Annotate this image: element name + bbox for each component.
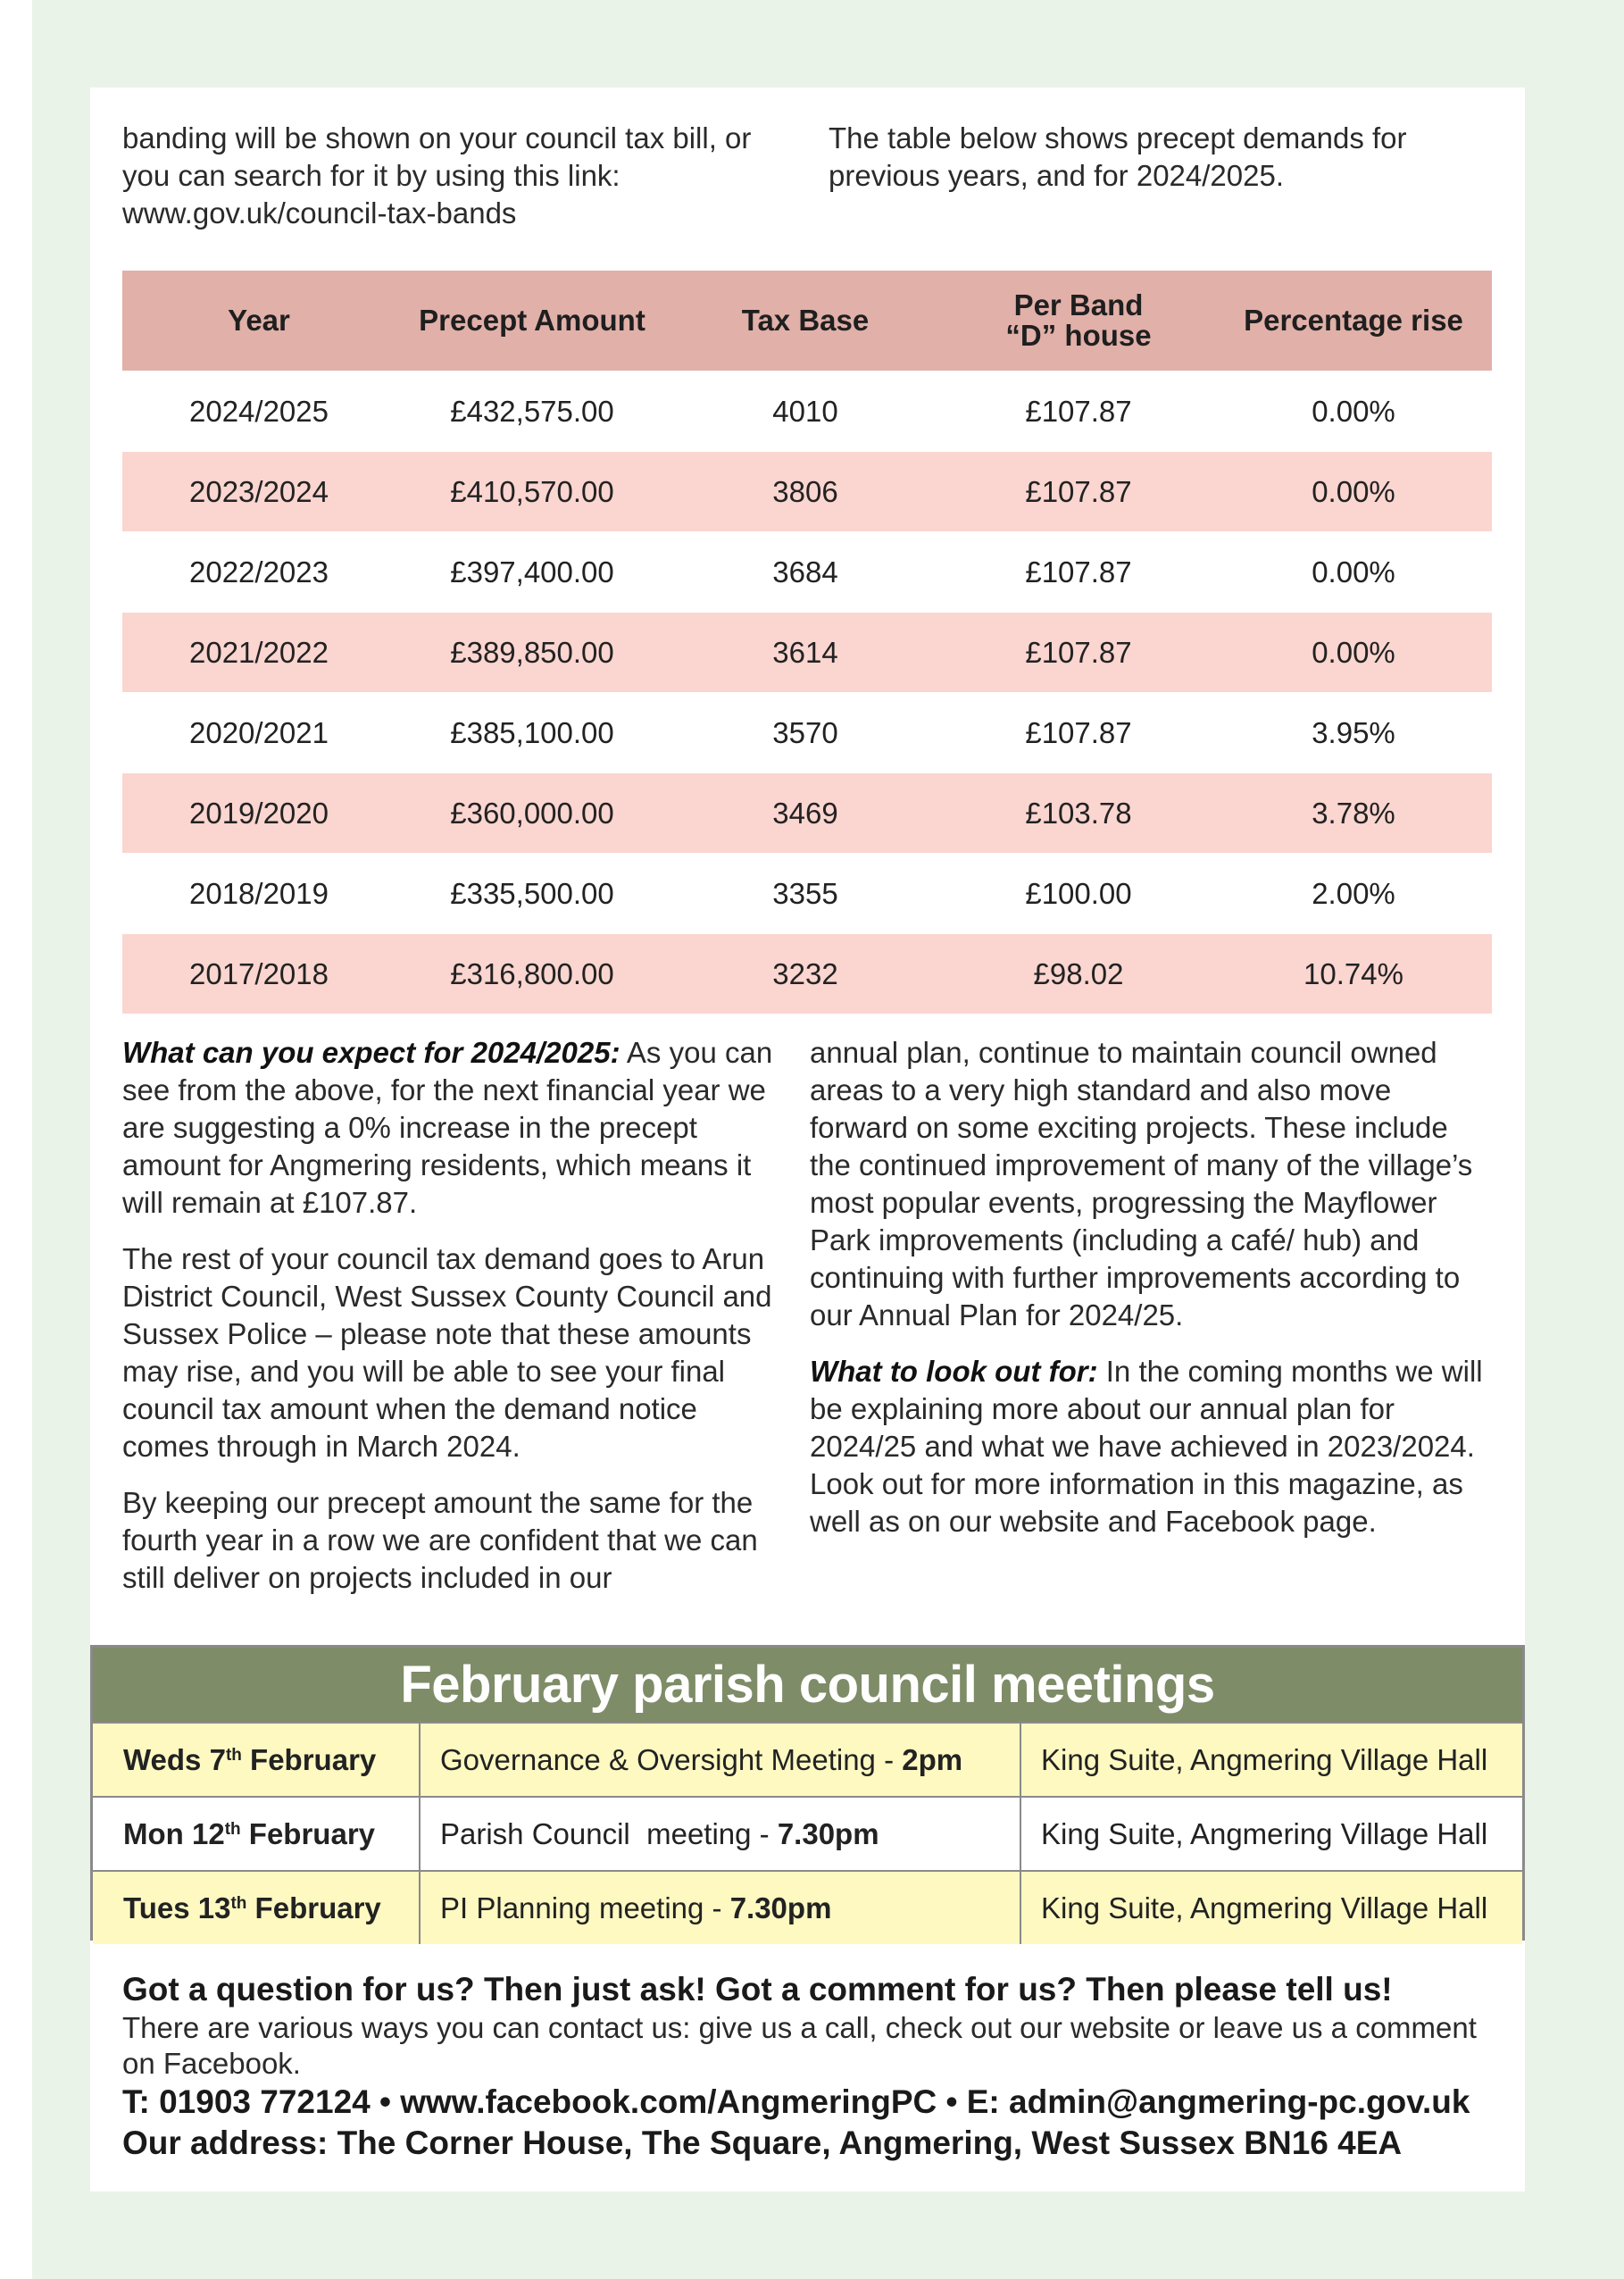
table-row: [122, 934, 1492, 1014]
meeting-time: 7.30pm: [777, 1816, 879, 1850]
cell-year: 2020/2021: [122, 693, 396, 773]
table-row: [122, 371, 1492, 452]
cell-year: 2017/2018: [122, 934, 396, 1014]
contact-section: [122, 1969, 1515, 2164]
cell-band: £98.02: [942, 934, 1215, 1014]
meeting-venue: King Suite, Angmering Village Hall: [1020, 1797, 1522, 1871]
cell-base: 4010: [669, 371, 942, 452]
cell-year: 2022/2023: [122, 532, 396, 613]
header-year: Year: [122, 271, 396, 371]
contact-body: There are various ways you can contact us: give us a call, check out our website or leave us a comment on Facebook.: [122, 2011, 1477, 2080]
cell-base: 3614: [669, 613, 942, 693]
meeting-day: Tues 13: [123, 1891, 231, 1924]
body-right-column: [810, 1034, 1488, 1559]
meeting-name: [420, 1723, 1020, 1797]
cell-rise: 3.78%: [1215, 773, 1492, 854]
lookout-paragraph: [810, 1353, 1488, 1540]
cell-band: £107.87: [942, 532, 1215, 613]
cell-rise: 2.00%: [1215, 854, 1492, 934]
cell-base: 3355: [669, 854, 942, 934]
meeting-name: [420, 1871, 1020, 1944]
annual-plan-paragraph: annual plan, continue to maintain council owned areas to a very high standard and also move forward on some exciting projects. These include the continued improvement of many of the village’s most popular events, progressing the Mayflower Park improvements (including a café/ hub) and continuing with further improvements according to our Annual Plan for 2024/25.: [810, 1036, 1473, 1332]
meeting-time: 2pm: [902, 1742, 963, 1776]
table-row: [122, 773, 1492, 854]
meeting-date: [93, 1723, 420, 1797]
cell-band: £107.87: [942, 693, 1215, 773]
meeting-date: [93, 1797, 420, 1871]
cell-band: £103.78: [942, 773, 1215, 854]
cell-rise: 0.00%: [1215, 452, 1492, 532]
cell-base: 3684: [669, 532, 942, 613]
header-tax-base: Tax Base: [669, 271, 942, 371]
meeting-day: Weds 7: [123, 1742, 226, 1776]
meeting-title: Governance & Oversight Meeting -: [440, 1742, 903, 1776]
meeting-month: February: [246, 1891, 381, 1924]
keeping-paragraph: By keeping our precept amount the same for the fourth year in a row we are confident that we can still deliver on projects included in our: [122, 1486, 758, 1594]
cell-rise: 10.74%: [1215, 934, 1492, 1014]
meeting-row: [93, 1797, 1522, 1871]
cell-base: 3570: [669, 693, 942, 773]
intro-right-text: The table below shows precept demands for previous years, and for 2024/2025.: [829, 121, 1407, 192]
cell-year: 2019/2020: [122, 773, 396, 854]
cell-rise: 0.00%: [1215, 371, 1492, 452]
cell-rise: 0.00%: [1215, 613, 1492, 693]
meeting-name: [420, 1797, 1020, 1871]
cell-band: £107.87: [942, 371, 1215, 452]
expect-lead: What can you expect for 2024/2025:: [122, 1036, 620, 1069]
meetings-table: [93, 1722, 1522, 1944]
cell-base: 3232: [669, 934, 942, 1014]
meetings-title: February parish council meetings: [93, 1648, 1522, 1722]
table-row: [122, 613, 1492, 693]
meeting-month: February: [241, 1742, 377, 1776]
cell-band: £107.87: [942, 613, 1215, 693]
meeting-date: [93, 1871, 420, 1944]
meeting-time: 7.30pm: [729, 1891, 832, 1924]
meeting-day-suffix: th: [230, 1893, 247, 1913]
table-row: [122, 452, 1492, 532]
cell-amount: £410,570.00: [396, 452, 669, 532]
meeting-row: [93, 1871, 1522, 1944]
cell-year: 2018/2019: [122, 854, 396, 934]
lookout-lead: What to look out for:: [810, 1355, 1098, 1388]
table-row: [122, 854, 1492, 934]
body-left-column: [122, 1034, 774, 1615]
cell-year: 2021/2022: [122, 613, 396, 693]
cell-amount: £360,000.00: [396, 773, 669, 854]
meeting-day: Mon 12: [123, 1816, 225, 1850]
table-header-row: [122, 271, 1492, 371]
cell-amount: £389,850.00: [396, 613, 669, 693]
cell-year: 2023/2024: [122, 452, 396, 532]
cell-band: £100.00: [942, 854, 1215, 934]
header-precept-amount: Precept Amount: [396, 271, 669, 371]
table-row: [122, 532, 1492, 613]
contact-address: Our address: The Corner House, The Square, Angmering, West Sussex BN16 4EA: [122, 2125, 1403, 2161]
meeting-month: February: [240, 1816, 376, 1850]
meeting-title: PI Planning meeting -: [440, 1891, 730, 1924]
header-band-d: [942, 271, 1215, 371]
cell-amount: £316,800.00: [396, 934, 669, 1014]
cell-rise: 3.95%: [1215, 693, 1492, 773]
meeting-title: Parish Council meeting -: [440, 1816, 778, 1850]
header-band-d-text: Per Band “D” house: [1005, 288, 1152, 352]
meeting-venue: King Suite, Angmering Village Hall: [1020, 1723, 1522, 1797]
table-row: [122, 693, 1492, 773]
meeting-venue: King Suite, Angmering Village Hall: [1020, 1871, 1522, 1944]
cell-amount: £385,100.00: [396, 693, 669, 773]
header-percentage-rise: Percentage rise: [1215, 271, 1492, 371]
cell-amount: £397,400.00: [396, 532, 669, 613]
cell-year: 2024/2025: [122, 371, 396, 452]
cell-band: £107.87: [942, 452, 1215, 532]
cell-base: 3806: [669, 452, 942, 532]
cell-base: 3469: [669, 773, 942, 854]
rest-paragraph: The rest of your council tax demand goes to Arun District Council, West Sussex County Council and Sussex Police – please note that these amounts may rise, and you will be able to see your final council tax amount when the demand notice comes through in March 2024.: [122, 1242, 772, 1463]
cell-amount: £432,575.00: [396, 371, 669, 452]
lookout-text: In the coming months we will be explaining more about our annual plan for 2024/25 and what we have achieved in 2023/2024. Look out for more information in this magazine, as well as on our website and Facebook page.: [810, 1355, 1483, 1538]
expect-paragraph: [122, 1034, 774, 1222]
expect-text: As you can see from the above, for the next financial year we are suggesting a 0% increase in the precept amount for Angmering residents, which means it will remain at £107.87.: [122, 1036, 773, 1219]
cell-amount: £335,500.00: [396, 854, 669, 934]
cell-rise: 0.00%: [1215, 532, 1492, 613]
precept-table: [122, 271, 1492, 1014]
intro-left-text: banding will be shown on your council tax bill, or you can search for it by using this link: www.gov.uk/council-tax-bands: [122, 121, 752, 230]
meetings-box: [90, 1645, 1525, 1941]
page-margin: [0, 0, 32, 2279]
meeting-day-suffix: th: [225, 1745, 242, 1765]
contact-details: T: 01903 772124 • www.facebook.com/AngmeringPC • E: admin@angmering-pc.gov.uk: [122, 2083, 1470, 2120]
meeting-day-suffix: th: [224, 1819, 241, 1839]
meeting-row: [93, 1723, 1522, 1797]
contact-heading: Got a question for us? Then just ask! Got a comment for us? Then please tell us!: [122, 1971, 1393, 2008]
